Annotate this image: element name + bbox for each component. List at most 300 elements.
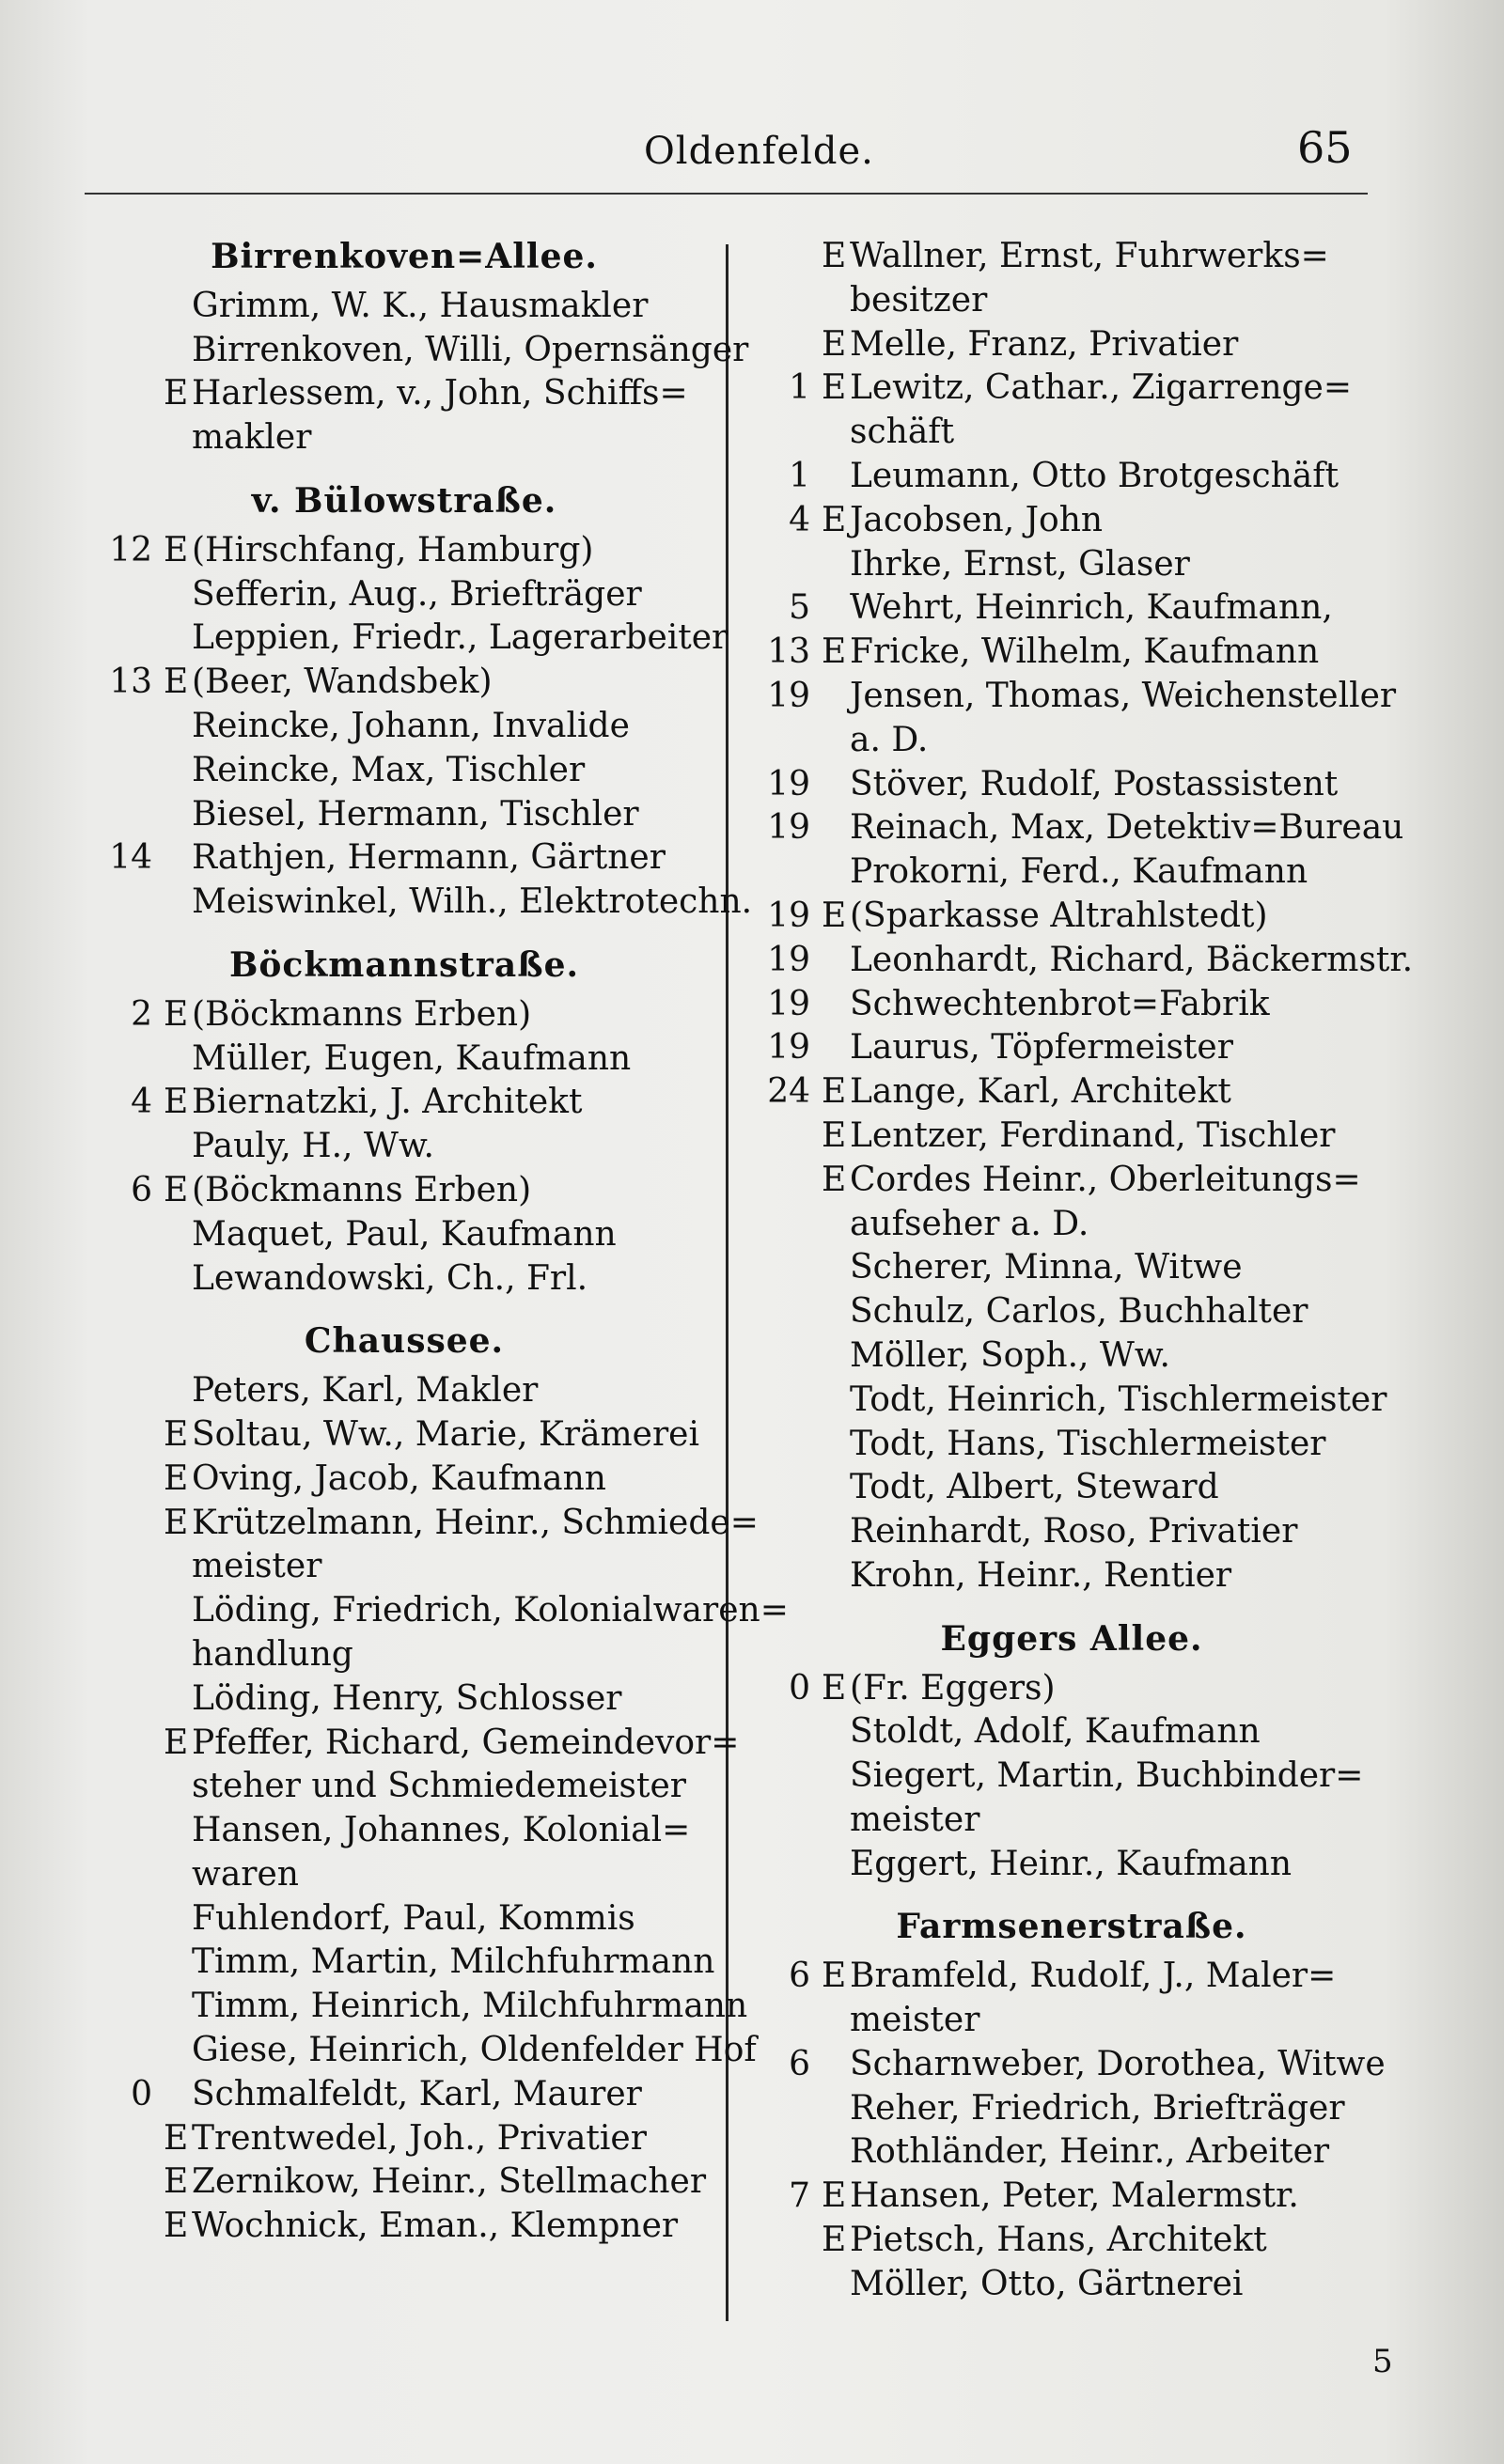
house-number [94, 1897, 164, 1942]
house-number [94, 285, 164, 329]
house-number: 24 [767, 1072, 810, 1112]
directory-entry [94, 1369, 714, 1413]
house-number [94, 1369, 164, 1413]
resident-text: Soltau, Ww., Marie, Krämerei [192, 1414, 699, 1454]
house-number [94, 2160, 164, 2205]
house-number: 19 [767, 940, 810, 979]
owner-mark [822, 1423, 850, 1467]
house-number: 19 [767, 896, 810, 935]
house-number: 4 [131, 1083, 152, 1122]
resident-text: Reinach, Max, Detektiv=Bureau [850, 808, 1404, 848]
owner-mark [822, 2043, 850, 2087]
owner-mark [822, 939, 850, 983]
directory-entry [94, 1037, 714, 1082]
directory-entry [94, 993, 714, 1037]
house-number [752, 323, 822, 367]
owner-mark: E [822, 237, 847, 275]
resident-text: Biernatzki, J. Architekt [192, 1083, 583, 1122]
house-number [94, 372, 164, 416]
owner-mark [822, 1334, 850, 1379]
resident-text: Timm, Martin, Milchfuhrmann [192, 1942, 715, 1982]
resident-text: Bramfeld, Rudolf, J., Maler= [850, 1957, 1337, 1996]
resident-text: Oving, Jacob, Kaufmann [192, 1458, 606, 1498]
directory-entry [94, 2029, 757, 2073]
owner-mark: E [164, 374, 189, 413]
owner-mark [822, 543, 850, 587]
owner-mark [822, 586, 850, 631]
directory-entry [94, 1809, 714, 1853]
owner-mark: E [164, 2162, 189, 2202]
house-number [94, 329, 164, 373]
resident-text: Eggert, Heinr., Kaufmann [850, 1844, 1292, 1883]
owner-mark [164, 881, 192, 925]
owner-mark: E [822, 1160, 847, 1199]
owner-mark [164, 793, 192, 837]
directory-entry [94, 529, 714, 573]
owner-mark [164, 1213, 192, 1257]
resident-text: Wochnick, Eman., Klempner [192, 2207, 679, 2246]
resident-text: Lange, Karl, Architekt [850, 1072, 1231, 1112]
owner-mark: E [822, 1072, 847, 1112]
resident-text: Leumann, Otto Brotgeschäft [850, 456, 1340, 495]
house-number [94, 1413, 164, 1458]
house-number [94, 1677, 164, 1722]
resident-text: Reher, Friedrich, Briefträger [850, 2088, 1345, 2128]
resident-text: Pietsch, Hans, Architekt [850, 2221, 1267, 2260]
house-number [752, 1290, 822, 1334]
entry-continuation: handlung [192, 1634, 353, 1674]
resident-text: Lentzer, Ferdinand, Tischler [850, 1115, 1336, 1155]
entry-continuation: steher und Schmiedemeister [192, 1767, 686, 1806]
house-number [752, 1754, 822, 1799]
owner-mark [164, 1589, 192, 1633]
house-number [752, 1710, 822, 1754]
house-number [94, 616, 164, 661]
resident-text: Melle, Franz, Privatier [850, 324, 1239, 364]
resident-text: Müller, Eugen, Kaufmann [192, 1038, 632, 1078]
owner-mark [822, 1290, 850, 1334]
owner-mark [164, 573, 192, 617]
owner-mark [822, 1710, 850, 1754]
owner-mark [164, 1677, 192, 1722]
entry-continuation: meister [192, 1547, 322, 1586]
owner-mark [164, 1941, 192, 1985]
owner-mark: E [822, 368, 847, 408]
house-number [752, 1379, 822, 1423]
entry-continuation: aufseher a. D. [850, 1204, 1089, 1243]
resident-text: Grimm, W. K., Hausmakler [192, 286, 649, 325]
owner-mark [822, 675, 850, 719]
house-number: 7 [789, 2176, 810, 2216]
owner-mark [822, 2087, 850, 2131]
directory-entry [752, 983, 1391, 1027]
house-number: 19 [767, 764, 810, 803]
house-number: 19 [767, 984, 810, 1023]
directory-entry [94, 2160, 714, 2205]
street-heading: Böckmannstraße. [228, 944, 580, 985]
house-number: 14 [109, 838, 152, 878]
directory-entry [752, 499, 1391, 543]
house-number [94, 1985, 164, 2029]
owner-mark: E [822, 500, 847, 539]
owner-mark [164, 2029, 192, 2073]
owner-mark: E [164, 530, 189, 569]
resident-text: Lewitz, Cathar., Zigarrenge= [850, 368, 1353, 408]
owner-mark [822, 1466, 850, 1510]
signature-mark: 5 [1372, 2343, 1393, 2380]
owner-mark [164, 616, 192, 661]
resident-text: Schmalfeldt, Karl, Maurer [192, 2074, 642, 2113]
owner-mark [822, 1246, 850, 1290]
owner-mark [164, 705, 192, 749]
resident-text: (Böckmanns Erben) [192, 1170, 532, 1209]
resident-text: Wehrt, Heinrich, Kaufmann, [850, 588, 1333, 628]
entry-continuation: waren [192, 1854, 299, 1894]
resident-text: Krohn, Heinr., Rentier [850, 1555, 1232, 1595]
owner-mark: E [822, 1668, 847, 1708]
resident-text: Pfeffer, Richard, Gemeindevor= [192, 1723, 740, 1762]
resident-text: Stöver, Rudolf, Postassistent [850, 764, 1339, 803]
directory-entry [752, 631, 1391, 675]
directory-entry [94, 749, 714, 793]
resident-text: Leonhardt, Richard, Bäckermstr. [850, 940, 1414, 979]
directory-entry [752, 1510, 1391, 1554]
house-number: 13 [767, 632, 810, 672]
resident-text: Reinhardt, Roso, Privatier [850, 1512, 1298, 1552]
owner-mark [822, 2130, 850, 2175]
directory-entry [752, 1334, 1391, 1379]
house-number: 6 [789, 2044, 810, 2083]
owner-mark [164, 1809, 192, 1853]
street-heading: Birrenkoven=Allee. [211, 237, 598, 276]
directory-entry [752, 1159, 1391, 1203]
resident-text: Siegert, Martin, Buchbinder= [850, 1756, 1364, 1796]
house-number: 13 [109, 663, 152, 702]
entry-continuation: besitzer [850, 280, 988, 320]
house-number: 19 [767, 808, 810, 848]
resident-text: Peters, Karl, Makler [192, 1371, 539, 1411]
owner-mark: E [822, 896, 847, 935]
owner-mark: E [164, 1458, 189, 1498]
directory-entry [94, 329, 749, 373]
directory-entry [94, 1985, 748, 2029]
house-number [94, 1502, 164, 1546]
house-number [752, 1510, 822, 1554]
house-number [94, 1125, 164, 1169]
resident-text: (Sparkasse Altrahlstedt) [850, 896, 1268, 935]
resident-text: Schwechtenbrot=Fabrik [850, 984, 1270, 1023]
directory-entry [752, 1754, 1391, 1799]
resident-text: Pauly, H., Ww. [192, 1127, 434, 1166]
house-number [752, 543, 822, 587]
owner-mark: E [164, 663, 189, 702]
house-number [94, 1213, 164, 1257]
directory-entry [752, 586, 1391, 631]
directory-entry [94, 1257, 714, 1302]
resident-text: Biesel, Hermann, Tischler [192, 794, 639, 834]
resident-text: Hansen, Johannes, Kolonial= [192, 1811, 691, 1850]
directory-entry [752, 2263, 1391, 2307]
resident-text: Meiswinkel, Wilh., Elektrotechn. [192, 882, 753, 922]
house-number: 6 [789, 1957, 810, 1996]
directory-entry [94, 661, 714, 705]
resident-text: Löding, Henry, Schlosser [192, 1678, 622, 1718]
resident-text: Reincke, Max, Tischler [192, 750, 586, 789]
directory-entry [94, 1502, 759, 1546]
directory-entry [94, 1589, 789, 1633]
directory-entry [752, 2219, 1391, 2263]
page-number: 65 [1297, 122, 1353, 173]
directory-entry [752, 455, 1391, 499]
house-number: 5 [789, 588, 810, 628]
resident-text: Stoldt, Adolf, Kaufmann [850, 1712, 1261, 1752]
owner-mark [164, 285, 192, 329]
directory-entry [752, 1290, 1391, 1334]
directory-entry [94, 573, 714, 617]
entry-continuation: schäft [850, 413, 955, 452]
house-number [752, 235, 822, 279]
resident-text: Wallner, Ernst, Fuhrwerks= [850, 237, 1329, 275]
directory-entry [94, 2117, 714, 2161]
entry-continuation: meister [850, 2001, 980, 2040]
directory-entry [752, 850, 1391, 895]
resident-text: (Hirschfang, Hamburg) [192, 530, 594, 569]
resident-text: Krützelmann, Heinr., Schmiede= [192, 1503, 759, 1542]
house-number [94, 1941, 164, 1985]
resident-text: (Fr. Eggers) [850, 1668, 1056, 1708]
resident-text: Laurus, Töpfermeister [850, 1028, 1233, 1068]
owner-mark [164, 836, 192, 881]
house-number [94, 1458, 164, 1502]
owner-mark: E [164, 1170, 189, 1209]
entry-continuation: makler [192, 418, 312, 458]
owner-mark: E [822, 632, 847, 672]
directory-entry [752, 1955, 1391, 1999]
house-number: 0 [789, 1668, 810, 1708]
right-column [752, 235, 1414, 2307]
directory-entry [94, 881, 753, 925]
house-number [94, 2029, 164, 2073]
house-number [94, 2205, 164, 2249]
owner-mark [822, 2263, 850, 2307]
house-number [752, 1334, 822, 1379]
directory-entry [752, 543, 1391, 587]
resident-text: Jensen, Thomas, Weichensteller [850, 676, 1397, 715]
resident-text: Ihrke, Ernst, Glaser [850, 544, 1190, 584]
owner-mark [164, 1257, 192, 1302]
directory-entry [752, 323, 1391, 367]
resident-text: Scharnweber, Dorothea, Witwe [850, 2044, 1386, 2083]
street-heading: Farmsenerstraße. [896, 1907, 1247, 1947]
directory-entry [94, 1213, 714, 1257]
directory-entry [752, 675, 1397, 719]
directory-entry [752, 1667, 1391, 1711]
directory-entry [94, 372, 714, 416]
resident-text: Möller, Otto, Gärtnerei [850, 2264, 1244, 2303]
owner-mark [164, 749, 192, 793]
directory-entry [94, 2205, 714, 2249]
directory-entry [752, 2087, 1391, 2131]
directory-entry [752, 1070, 1391, 1115]
house-number: 12 [109, 530, 152, 569]
owner-mark: E [822, 1957, 847, 1996]
resident-text: Timm, Heinrich, Milchfuhrmann [192, 1987, 748, 2026]
page-title: Oldenfelde. [644, 130, 874, 173]
owner-mark: E [164, 1083, 189, 1122]
owner-mark [822, 850, 850, 895]
owner-mark: E [164, 2207, 189, 2246]
directory-entry [94, 1677, 714, 1722]
owner-mark [164, 329, 192, 373]
house-number: 0 [131, 2074, 152, 2113]
owner-mark: E [164, 2118, 189, 2158]
house-number: 19 [767, 676, 810, 715]
owner-mark: E [164, 1414, 189, 1454]
house-number: 19 [767, 1028, 810, 1068]
owner-mark [822, 1379, 850, 1423]
house-number [752, 1159, 822, 1203]
house-number: 4 [789, 500, 810, 539]
directory-entry [752, 366, 1391, 411]
owner-mark [822, 1754, 850, 1799]
house-number [752, 2130, 822, 2175]
house-number [752, 1246, 822, 1290]
directory-entry [94, 1413, 714, 1458]
house-number: 6 [131, 1170, 152, 1209]
resident-text: Scherer, Minna, Witwe [850, 1248, 1243, 1287]
house-number [94, 2117, 164, 2161]
street-heading: Eggers Allee. [940, 1618, 1203, 1659]
resident-text: Schulz, Carlos, Buchhalter [850, 1292, 1308, 1332]
house-number [752, 1554, 822, 1598]
directory-entry [752, 1026, 1391, 1070]
directory-entry [752, 1843, 1391, 1887]
directory-entry [752, 2175, 1391, 2219]
owner-mark [822, 806, 850, 850]
house-number [752, 1466, 822, 1510]
house-number [752, 2263, 822, 2307]
directory-entry [752, 1423, 1391, 1467]
owner-mark [822, 1554, 850, 1598]
resident-text: Rothländer, Heinr., Arbeiter [850, 2132, 1330, 2172]
directory-entry [752, 2130, 1391, 2175]
house-number [94, 1809, 164, 1853]
house-number [94, 793, 164, 837]
directory-entry [94, 616, 728, 661]
resident-text: Maquet, Paul, Kaufmann [192, 1214, 617, 1254]
directory-entry [94, 1941, 714, 1985]
directory-entry [94, 705, 714, 749]
house-number [752, 2219, 822, 2263]
directory-entry [752, 895, 1391, 939]
house-number [752, 1843, 822, 1887]
entry-continuation: a. D. [850, 720, 929, 759]
owner-mark [822, 763, 850, 807]
house-number: 2 [131, 994, 152, 1034]
resident-text: Rathjen, Hermann, Gärtner [192, 838, 666, 878]
directory-entry [752, 235, 1391, 279]
resident-text: Hansen, Peter, Malermstr. [850, 2176, 1299, 2216]
owner-mark [822, 1026, 850, 1070]
owner-mark: E [164, 1503, 189, 1542]
house-number [94, 705, 164, 749]
resident-text: Leppien, Friedr., Lagerarbeiter [192, 618, 728, 658]
resident-text: Todt, Heinrich, Tischlermeister [850, 1380, 1387, 1419]
owner-mark [164, 1985, 192, 2029]
owner-mark [822, 1843, 850, 1887]
directory-entry [752, 1379, 1391, 1423]
directory-entry [752, 1554, 1391, 1598]
owner-mark: E [822, 2176, 847, 2216]
resident-text: Sefferin, Aug., Briefträger [192, 574, 642, 614]
owner-mark [164, 1125, 192, 1169]
resident-text: (Böckmanns Erben) [192, 994, 532, 1034]
directory-entry [94, 1169, 714, 1213]
house-number [94, 881, 164, 925]
owner-mark [164, 1037, 192, 1082]
directory-entry [752, 1246, 1391, 1290]
entry-continuation: meister [850, 1800, 980, 1839]
owner-mark: E [822, 2221, 847, 2260]
directory-entry [94, 1897, 714, 1942]
owner-mark: E [822, 1115, 847, 1155]
directory-entry [752, 1466, 1391, 1510]
house-number: 1 [789, 456, 810, 495]
owner-mark [822, 1510, 850, 1554]
directory-entry [94, 1458, 714, 1502]
owner-mark: E [164, 994, 189, 1034]
resident-text: Harlessem, v., John, Schiffs= [192, 374, 688, 413]
resident-text: Giese, Heinrich, Oldenfelder Hof [192, 2031, 757, 2070]
owner-mark [164, 2073, 192, 2117]
street-heading: Chaussee. [304, 1321, 505, 1362]
owner-mark: E [164, 1723, 189, 1762]
resident-text: (Beer, Wandsbek) [192, 663, 493, 702]
house-number [752, 1115, 822, 1159]
resident-text: Lewandowski, Ch., Frl. [192, 1258, 588, 1298]
house-number [752, 850, 822, 895]
house-number [94, 1722, 164, 1766]
page-header [85, 120, 1382, 195]
resident-text: Fricke, Wilhelm, Kaufmann [850, 632, 1320, 672]
house-number [94, 573, 164, 617]
street-heading: v. Bülowstraße. [251, 480, 557, 521]
house-number [752, 2087, 822, 2131]
directory-entry [94, 1722, 740, 1766]
directory-entry [752, 2043, 1391, 2087]
directory-entry [94, 793, 714, 837]
resident-text: Fuhlendorf, Paul, Kommis [192, 1898, 635, 1938]
resident-text: Reincke, Johann, Invalide [192, 706, 630, 745]
directory-entry [752, 1710, 1391, 1754]
resident-text: Jacobsen, John [850, 500, 1104, 539]
directory-entry [752, 939, 1414, 983]
directory-entry [94, 2073, 714, 2117]
directory-entry [94, 836, 714, 881]
directory-entry [752, 1115, 1391, 1159]
resident-text: Zernikow, Heinr., Stellmacher [192, 2162, 707, 2202]
house-number [94, 1589, 164, 1633]
directory-entry [94, 285, 714, 329]
owner-mark [822, 983, 850, 1027]
directory-entry [752, 763, 1391, 807]
resident-text: Löding, Friedrich, Kolonialwaren= [192, 1591, 789, 1630]
resident-text: Möller, Soph., Ww. [850, 1335, 1170, 1375]
owner-mark [164, 1369, 192, 1413]
resident-text: Trentwedel, Joh., Privatier [192, 2118, 647, 2158]
resident-text: Cordes Heinr., Oberleitungs= [850, 1160, 1361, 1199]
owner-mark [822, 455, 850, 499]
